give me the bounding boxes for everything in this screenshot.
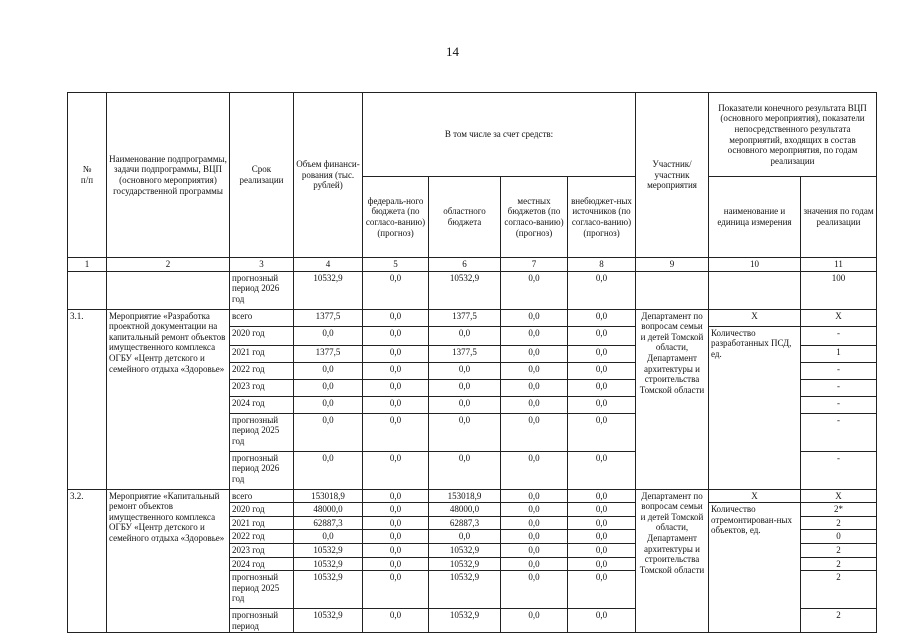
header-federal: федераль-ного бюджета (по согласо-ванию) (прогноз)	[363, 177, 429, 258]
row-period: всего	[230, 489, 294, 503]
row-local: 0,0	[501, 309, 568, 326]
row-regional: 0,0	[429, 413, 501, 451]
table-row	[68, 489, 877, 503]
column-number: 5	[363, 258, 429, 272]
row-extra: 0,0	[568, 530, 636, 544]
row-regional: 1377,5	[429, 345, 501, 362]
row-federal: 0,0	[363, 503, 429, 517]
section-indicator: Количество отремонтирован-ных объектов, ед.	[709, 503, 801, 633]
row-extra: 0,0	[568, 544, 636, 558]
row-local: 0,0	[501, 451, 568, 489]
row-regional: 0,0	[429, 530, 501, 544]
row-local: 0,0	[501, 326, 568, 345]
header-participant: Участник/ участник мероприятия	[636, 93, 709, 258]
row-local: 0,0	[501, 544, 568, 558]
row-federal: 0,0	[363, 362, 429, 379]
page-number: 14	[446, 44, 459, 59]
row-federal: 0,0	[363, 530, 429, 544]
row-local: 0,0	[501, 396, 568, 413]
carry-indicator	[709, 271, 801, 309]
row-period: 2020 год	[230, 503, 294, 517]
row-regional: 10532,9	[429, 571, 501, 609]
table-header	[68, 93, 877, 258]
row-federal: 0,0	[363, 326, 429, 345]
indicator-header-mark: X	[709, 309, 801, 326]
row-extra: 0,0	[568, 503, 636, 517]
header-indicator-name: наименование и единица измерения	[709, 177, 801, 258]
row-local: 0,0	[501, 516, 568, 530]
column-number: 7	[501, 258, 568, 272]
row-period: 2022 год	[230, 530, 294, 544]
header-funding-group: В том числе за счет средств:	[363, 93, 636, 177]
row-total: 10532,9	[294, 557, 363, 571]
carry-federal: 0,0	[363, 271, 429, 309]
row-period: 2020 год	[230, 326, 294, 345]
carry-row	[68, 271, 877, 309]
carry-regional: 10532,9	[429, 271, 501, 309]
row-federal: 0,0	[363, 396, 429, 413]
row-extra: 0,0	[568, 489, 636, 503]
value-header-mark: X	[801, 309, 877, 326]
row-extra: 0,0	[568, 557, 636, 571]
row-regional: 10532,9	[429, 609, 501, 633]
carry-value: 100	[801, 271, 877, 309]
row-period: прогнозный период 2025 год	[230, 571, 294, 609]
row-extra: 0,0	[568, 362, 636, 379]
row-federal: 0,0	[363, 451, 429, 489]
row-value: 2*	[801, 503, 877, 517]
row-regional: 0,0	[429, 362, 501, 379]
row-extra: 0,0	[568, 451, 636, 489]
row-federal: 0,0	[363, 309, 429, 326]
section-participant: Департамент по вопросам семьи и детей Томской области, Департамент архитектуры и строительства Томской области	[636, 489, 709, 633]
budget-table	[67, 92, 877, 633]
row-federal: 0,0	[363, 489, 429, 503]
row-regional: 10532,9	[429, 557, 501, 571]
indicator-header-mark: X	[709, 489, 801, 503]
carry-period: прогнозный период 2026 год	[230, 271, 294, 309]
row-extra: 0,0	[568, 516, 636, 530]
row-federal: 0,0	[363, 345, 429, 362]
section-name: Мероприятие «Разработка проектной документации на капитальный ремонт объектов имущественного комплекса ОГБУ «Центр детского и семейного отдыха «Здоровье»	[107, 309, 230, 489]
row-extra: 0,0	[568, 379, 636, 396]
section-number: 3.1.	[68, 309, 107, 489]
row-value: -	[801, 362, 877, 379]
header-extra: внебюджет-ных источников (по согласо-ванию) (прогноз)	[568, 177, 636, 258]
row-regional: 62887,3	[429, 516, 501, 530]
row-total: 0,0	[294, 451, 363, 489]
column-number: 11	[801, 258, 877, 272]
row-total: 0,0	[294, 362, 363, 379]
row-value: -	[801, 451, 877, 489]
column-number: 6	[429, 258, 501, 272]
row-total: 0,0	[294, 326, 363, 345]
row-period: 2022 год	[230, 362, 294, 379]
row-federal: 0,0	[363, 571, 429, 609]
row-value: 2	[801, 571, 877, 609]
row-period: прогнозный период	[230, 609, 294, 633]
row-federal: 0,0	[363, 609, 429, 633]
row-local: 0,0	[501, 557, 568, 571]
row-extra: 0,0	[568, 396, 636, 413]
row-period: 2021 год	[230, 345, 294, 362]
row-total: 0,0	[294, 413, 363, 451]
carry-number	[68, 271, 107, 309]
row-extra: 0,0	[568, 609, 636, 633]
section-number: 3.2.	[68, 489, 107, 633]
row-period: 2023 год	[230, 379, 294, 396]
row-federal: 0,0	[363, 557, 429, 571]
row-value: 0	[801, 530, 877, 544]
row-period: 2024 год	[230, 396, 294, 413]
row-period: всего	[230, 309, 294, 326]
row-regional: 48000,0	[429, 503, 501, 517]
column-number-row	[68, 258, 877, 272]
header-number: № п/п	[68, 93, 107, 258]
carry-participant	[636, 271, 709, 309]
row-value: 2	[801, 609, 877, 633]
row-local: 0,0	[501, 571, 568, 609]
row-local: 0,0	[501, 413, 568, 451]
row-total: 10532,9	[294, 609, 363, 633]
row-federal: 0,0	[363, 544, 429, 558]
row-total: 0,0	[294, 379, 363, 396]
section-participant: Департамент по вопросам семьи и детей Томской области, Департамент архитектуры и строительства Томской области	[636, 309, 709, 489]
row-value: 2	[801, 516, 877, 530]
carry-local: 0,0	[501, 271, 568, 309]
row-value: -	[801, 379, 877, 396]
row-total: 1377,5	[294, 309, 363, 326]
carry-extra: 0,0	[568, 271, 636, 309]
row-regional: 0,0	[429, 451, 501, 489]
carry-total: 10532,9	[294, 271, 363, 309]
row-total: 0,0	[294, 530, 363, 544]
row-local: 0,0	[501, 489, 568, 503]
row-local: 0,0	[501, 362, 568, 379]
row-period: прогнозный период 2025 год	[230, 413, 294, 451]
column-number: 1	[68, 258, 107, 272]
row-regional: 0,0	[429, 396, 501, 413]
column-number: 3	[230, 258, 294, 272]
header-volume: Объем финанси-рования (тыс. рублей)	[294, 93, 363, 258]
column-number: 10	[709, 258, 801, 272]
row-total: 0,0	[294, 396, 363, 413]
row-extra: 0,0	[568, 571, 636, 609]
header-indicators-group: Показатели конечного результата ВЦП (основного мероприятия), показатели непосредственного результата мероприятий, входящих в состав основного мероприятия, по годам реализации	[709, 93, 877, 177]
row-local: 0,0	[501, 345, 568, 362]
value-header-mark: X	[801, 489, 877, 503]
column-number: 8	[568, 258, 636, 272]
row-extra: 0,0	[568, 309, 636, 326]
row-extra: 0,0	[568, 413, 636, 451]
header-name: Наименование подпрограммы, задачи подпрограммы, ВЦП (основного мероприятия) государственной программы	[107, 93, 230, 258]
column-number: 2	[107, 258, 230, 272]
row-extra: 0,0	[568, 326, 636, 345]
header-regional: областного бюджета	[429, 177, 501, 258]
column-number: 4	[294, 258, 363, 272]
header-local: местных бюджетов (по согласо-ванию) (прогноз)	[501, 177, 568, 258]
row-regional: 153018,9	[429, 489, 501, 503]
row-regional: 0,0	[429, 379, 501, 396]
row-local: 0,0	[501, 503, 568, 517]
row-local: 0,0	[501, 379, 568, 396]
row-total: 1377,5	[294, 345, 363, 362]
row-total: 10532,9	[294, 571, 363, 609]
row-local: 0,0	[501, 609, 568, 633]
row-regional: 0,0	[429, 326, 501, 345]
row-value: 1	[801, 345, 877, 362]
table-row	[68, 309, 877, 326]
row-value: -	[801, 396, 877, 413]
row-total: 48000,0	[294, 503, 363, 517]
row-period: 2023 год	[230, 544, 294, 558]
carry-name	[107, 271, 230, 309]
column-number: 9	[636, 258, 709, 272]
row-regional: 1377,5	[429, 309, 501, 326]
section-indicator: Количество разработанных ПСД, ед.	[709, 326, 801, 489]
row-period: 2021 год	[230, 516, 294, 530]
row-value: -	[801, 326, 877, 345]
row-federal: 0,0	[363, 516, 429, 530]
header-period: Срок реализации	[230, 93, 294, 258]
row-period: прогнозный период 2026 год	[230, 451, 294, 489]
row-total: 62887,3	[294, 516, 363, 530]
row-federal: 0,0	[363, 379, 429, 396]
row-period: 2024 год	[230, 557, 294, 571]
row-value: 2	[801, 544, 877, 558]
row-total: 153018,9	[294, 489, 363, 503]
row-federal: 0,0	[363, 413, 429, 451]
row-regional: 10532,9	[429, 544, 501, 558]
row-extra: 0,0	[568, 345, 636, 362]
section-name: Мероприятие «Капитальный ремонт объектов имущественного комплекса ОГБУ «Центр детского и семейного отдыха «Здоровье»	[107, 489, 230, 633]
row-total: 10532,9	[294, 544, 363, 558]
row-value: -	[801, 413, 877, 451]
header-indicator-values: значения по годам реализации	[801, 177, 877, 258]
table-body	[68, 258, 877, 633]
row-local: 0,0	[501, 530, 568, 544]
row-value: 2	[801, 557, 877, 571]
